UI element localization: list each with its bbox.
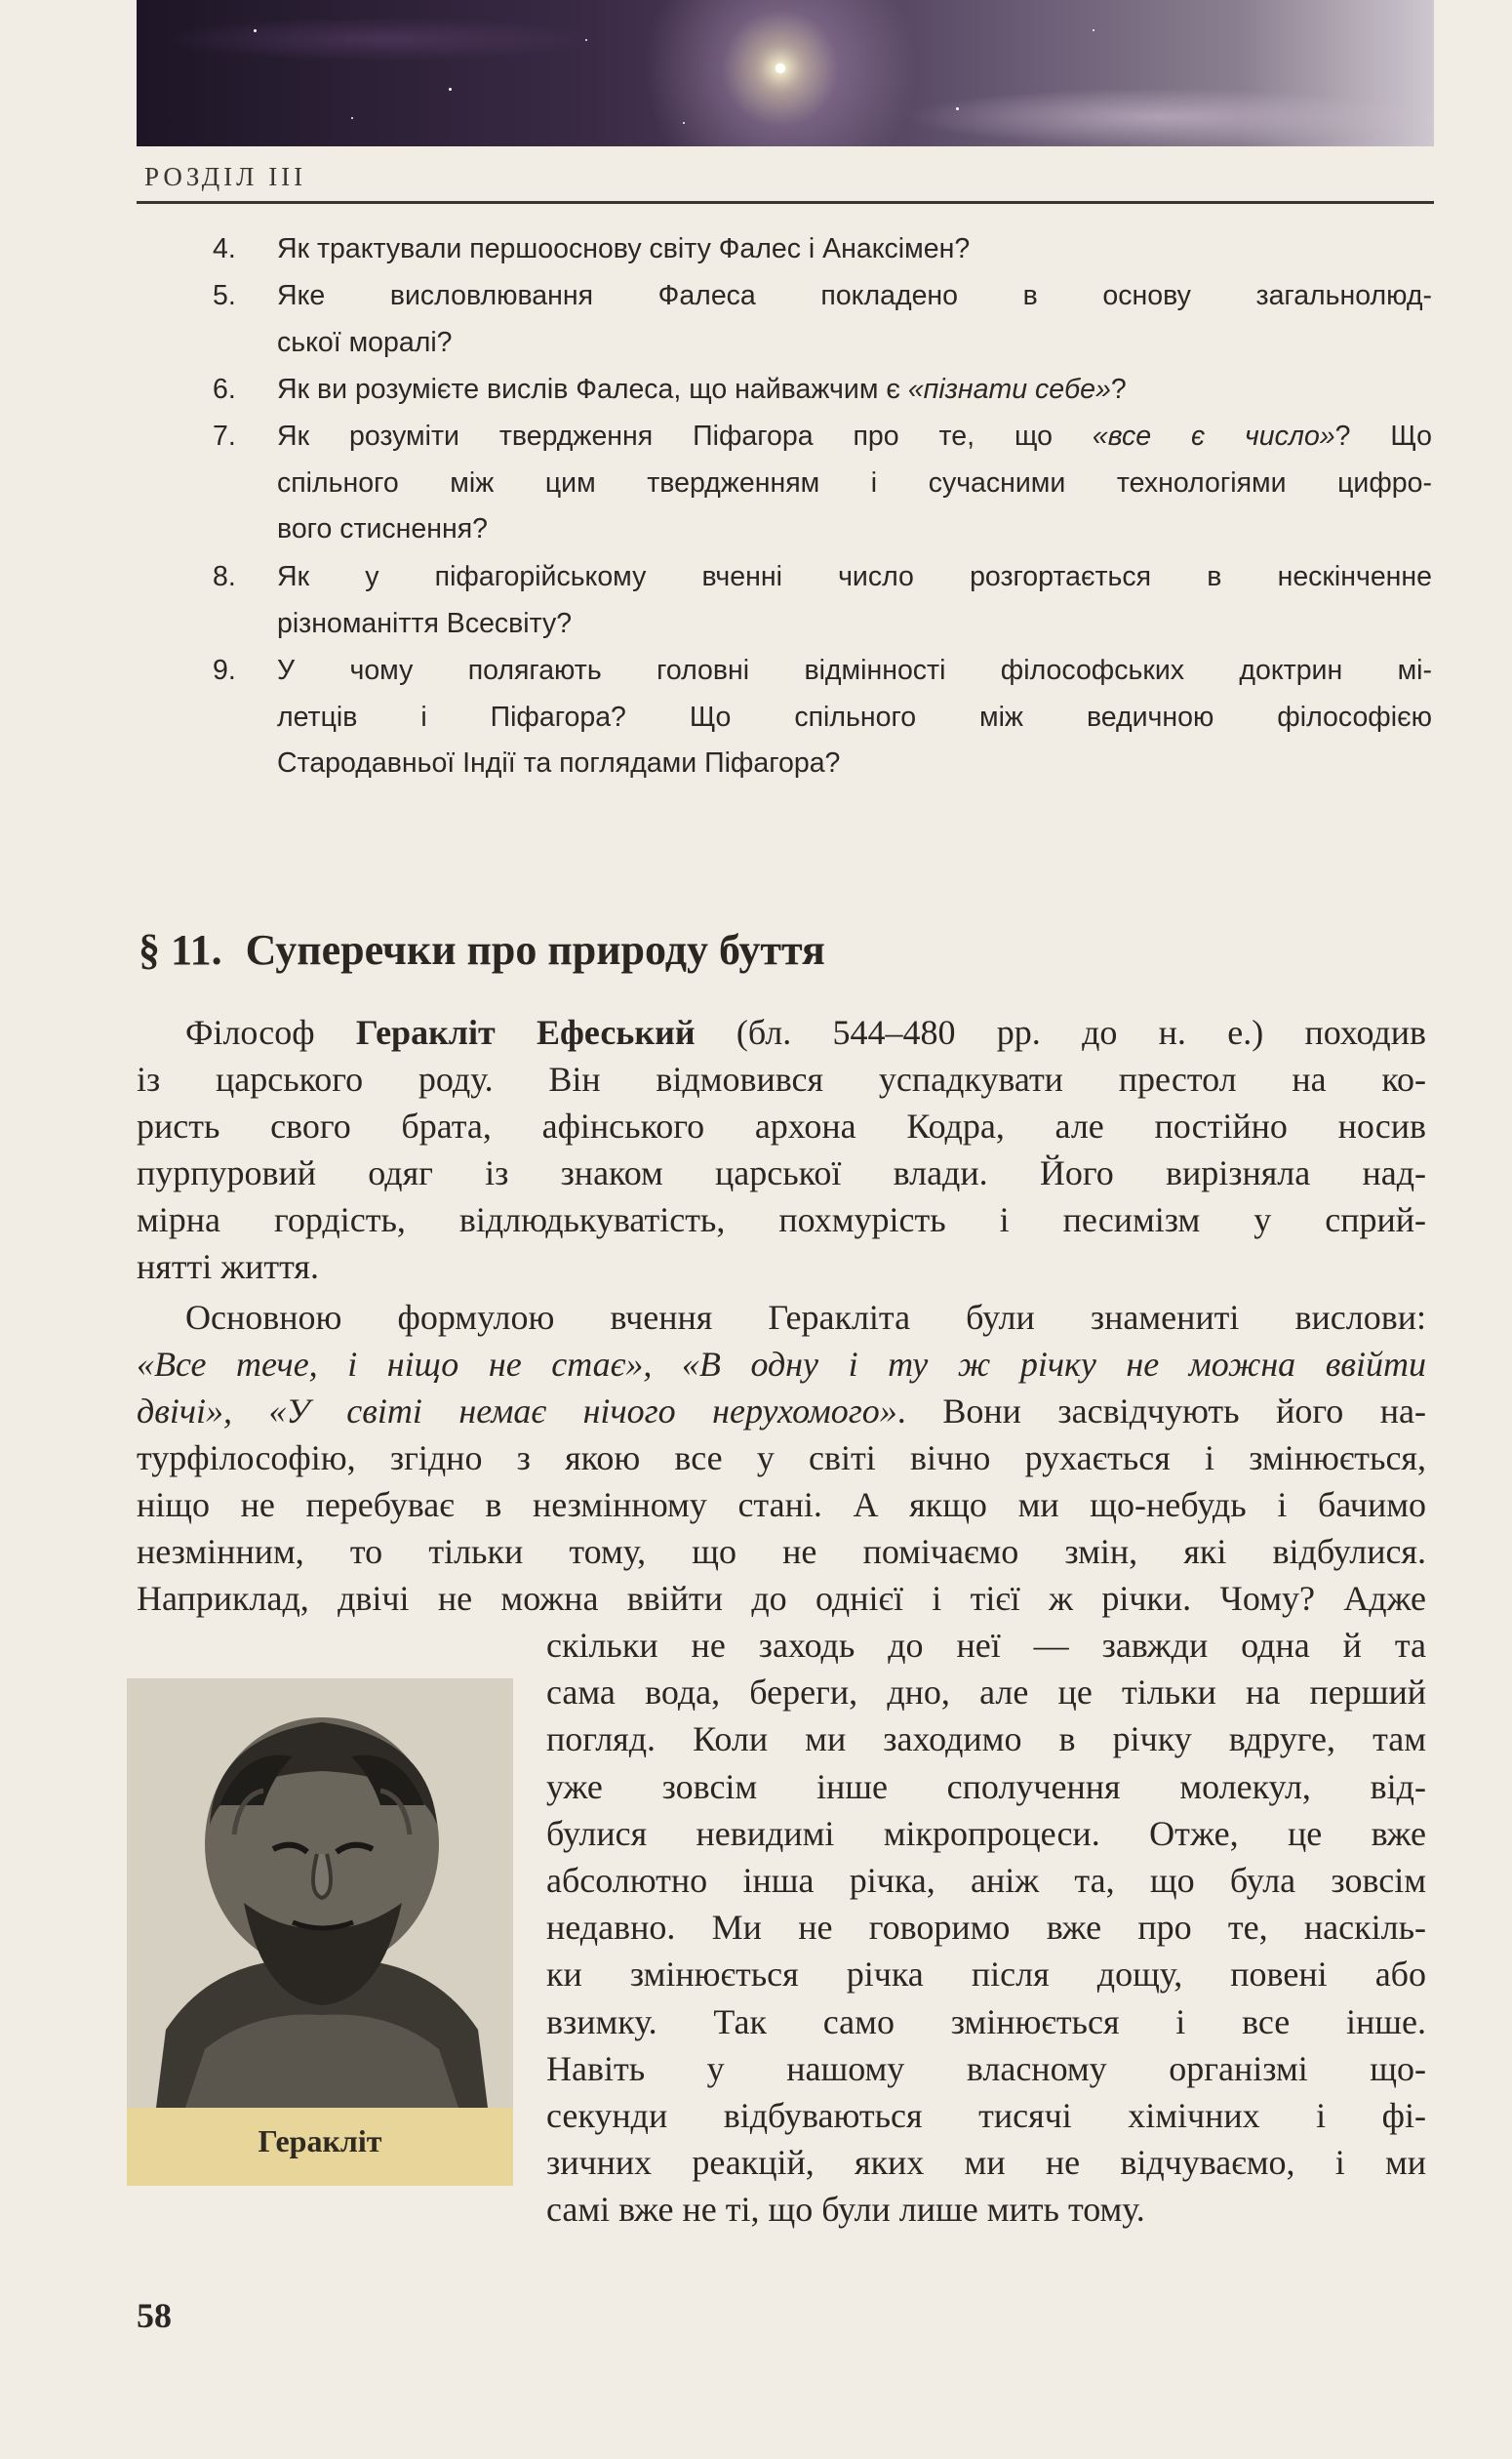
- page-number: 58: [137, 2296, 172, 2335]
- star: [1093, 29, 1094, 31]
- text-line: Основною формулою вчення Геракліта були знамениті вислови:: [185, 1298, 1426, 1337]
- text-line: уже зовсім інше сполучення молекул, від-: [546, 1766, 1426, 1806]
- question-8: [213, 554, 1432, 647]
- question-9: [213, 648, 1432, 787]
- paragraph-2: [137, 1294, 1426, 1622]
- bold-name: Геракліт Ефеський: [355, 1013, 696, 1052]
- question-5: [213, 273, 1432, 366]
- question-text-line: У чому полягають головні відмінності філософських доктрин мі-: [277, 655, 1432, 686]
- text-line: ніщо не перебуває в незмінному стані. А якщо ми що-небудь і бачимо: [137, 1485, 1426, 1524]
- header-banner-image: [137, 0, 1434, 146]
- header-divider: [137, 201, 1434, 204]
- quote-emphasis: «все є число»: [1092, 421, 1335, 452]
- text-line: мірна гордість, відлюдькуватість, похмурість і песимізм у сприй-: [137, 1200, 1426, 1239]
- question-7: [213, 414, 1432, 553]
- text-line: недавно. Ми не говоримо вже про те, наскіль-: [546, 1908, 1426, 1948]
- text-line: ки змінюється річка після дощу, повені або: [546, 1955, 1426, 1995]
- question-number: 7.: [213, 421, 236, 452]
- text-line: ристь свого брата, афінського архона Кодра, але постійно носив: [137, 1107, 1426, 1146]
- star: [254, 29, 257, 32]
- chapter-label: РОЗДІЛ III: [144, 162, 307, 191]
- figure-caption: Геракліт: [258, 2123, 382, 2158]
- section-heading: [139, 925, 825, 975]
- question-text-line: ської моралі?: [277, 326, 453, 358]
- text-line: Наприклад, двічі не можна ввійти до однієї і тієї ж річки. Чому? Адже: [137, 1579, 1426, 1618]
- star: [956, 107, 959, 110]
- section-number: § 11.: [139, 926, 222, 974]
- paragraph-2-continued: [546, 1622, 1426, 2234]
- star: [683, 122, 685, 124]
- text-line: секунди відбуваються тисячі хімічних і фі-: [546, 2096, 1426, 2136]
- text-line: Філософ Геракліт Ефеський (бл. 544–480 рр. до н. е.) походив: [185, 1013, 1427, 1052]
- text-line: турфілософію, згідно з якою все у світі вічно рухається і змінюється,: [137, 1438, 1426, 1477]
- question-text-line: Яке висловлювання Фалеса покладено в основу загальнолюд-: [277, 280, 1432, 311]
- text-line: [137, 1341, 1426, 1388]
- question-number: 4.: [213, 233, 236, 264]
- star: [585, 39, 587, 41]
- star: [351, 117, 353, 119]
- question-number: 8.: [213, 561, 236, 592]
- text-line: скільки не заходь до неї — завжди одна й та: [546, 1626, 1426, 1665]
- paragraph-1: [137, 1009, 1426, 1290]
- star: [449, 88, 452, 91]
- question-number: 9.: [213, 655, 236, 686]
- question-text: Як ви розумієте вислів Фалеса, що найважчим є «пізнати себе»?: [277, 374, 1127, 405]
- heraclitus-portrait-icon: [127, 1678, 513, 2108]
- text-line: самі вже не ті, що були лише мить тому.: [546, 2190, 1145, 2230]
- text-line: незмінним, то тільки тому, що не помічаємо змін, які відбулися.: [137, 1532, 1426, 1571]
- quote-emphasis: «пізнати себе»: [907, 374, 1111, 405]
- question-6: [213, 367, 1432, 414]
- text-line: зичних реакцій, яких ми не відчуваємо, і ми: [546, 2143, 1426, 2183]
- question-number: 5.: [213, 280, 236, 311]
- quote-emphasis: «Все тече, і ніщо не стає», «В одну і ту ж річку не можна ввійти: [137, 1345, 1426, 1384]
- question-text-line: летців і Піфагора? Що спільного між ведичною філософією: [277, 701, 1432, 733]
- text-line: із царського роду. Він відмовився успадкувати престол на ко-: [137, 1060, 1426, 1099]
- question-text-line: Як у піфагорійському вченні число розгортається в нескінченне: [277, 561, 1432, 592]
- question-text-line: різноманіття Всесвіту?: [277, 607, 573, 639]
- question-text-line: вого стиснення?: [277, 513, 489, 544]
- text-line: погляд. Коли ми заходимо в річку вдруге, там: [546, 1719, 1426, 1759]
- question-text-line: спільного між цим твердженням і сучасними технологіями цифро-: [277, 466, 1432, 499]
- text-line: пурпуровий одяг із знаком царської влади. Його вирізняла над-: [137, 1153, 1426, 1192]
- question-text-line: Як розуміти твердження Піфагора про те, що «все є число»? Що: [277, 421, 1432, 452]
- text-line: Навіть у нашому власному організмі що-: [546, 2048, 1426, 2088]
- text-line: абсолютно інша річка, аніж та, що була зовсім: [546, 1861, 1426, 1901]
- text-line: булися невидимі мікропроцеси. Отже, це вже: [546, 1813, 1426, 1853]
- section-title: Суперечки про природу буття: [245, 926, 825, 974]
- star: [776, 63, 785, 73]
- text-line: двічі», «У світі немає нічого нерухомого». Вони засвідчують його на-: [137, 1391, 1426, 1431]
- quote-emphasis: двічі», «У світі немає нічого нерухомого»: [137, 1391, 897, 1431]
- question-4: [213, 226, 1432, 273]
- text-line: сама вода, береги, дно, але це тільки на перший: [546, 1673, 1426, 1713]
- text-line: нятті життя.: [137, 1247, 319, 1286]
- question-number: 6.: [213, 374, 236, 405]
- question-text-line: Стародавньої Індії та поглядами Піфагора?: [277, 747, 841, 779]
- question-text: Як трактували першооснову світу Фалес і Анаксімен?: [277, 233, 971, 264]
- text-line: взимку. Так само змінюється і все інше.: [546, 2001, 1426, 2041]
